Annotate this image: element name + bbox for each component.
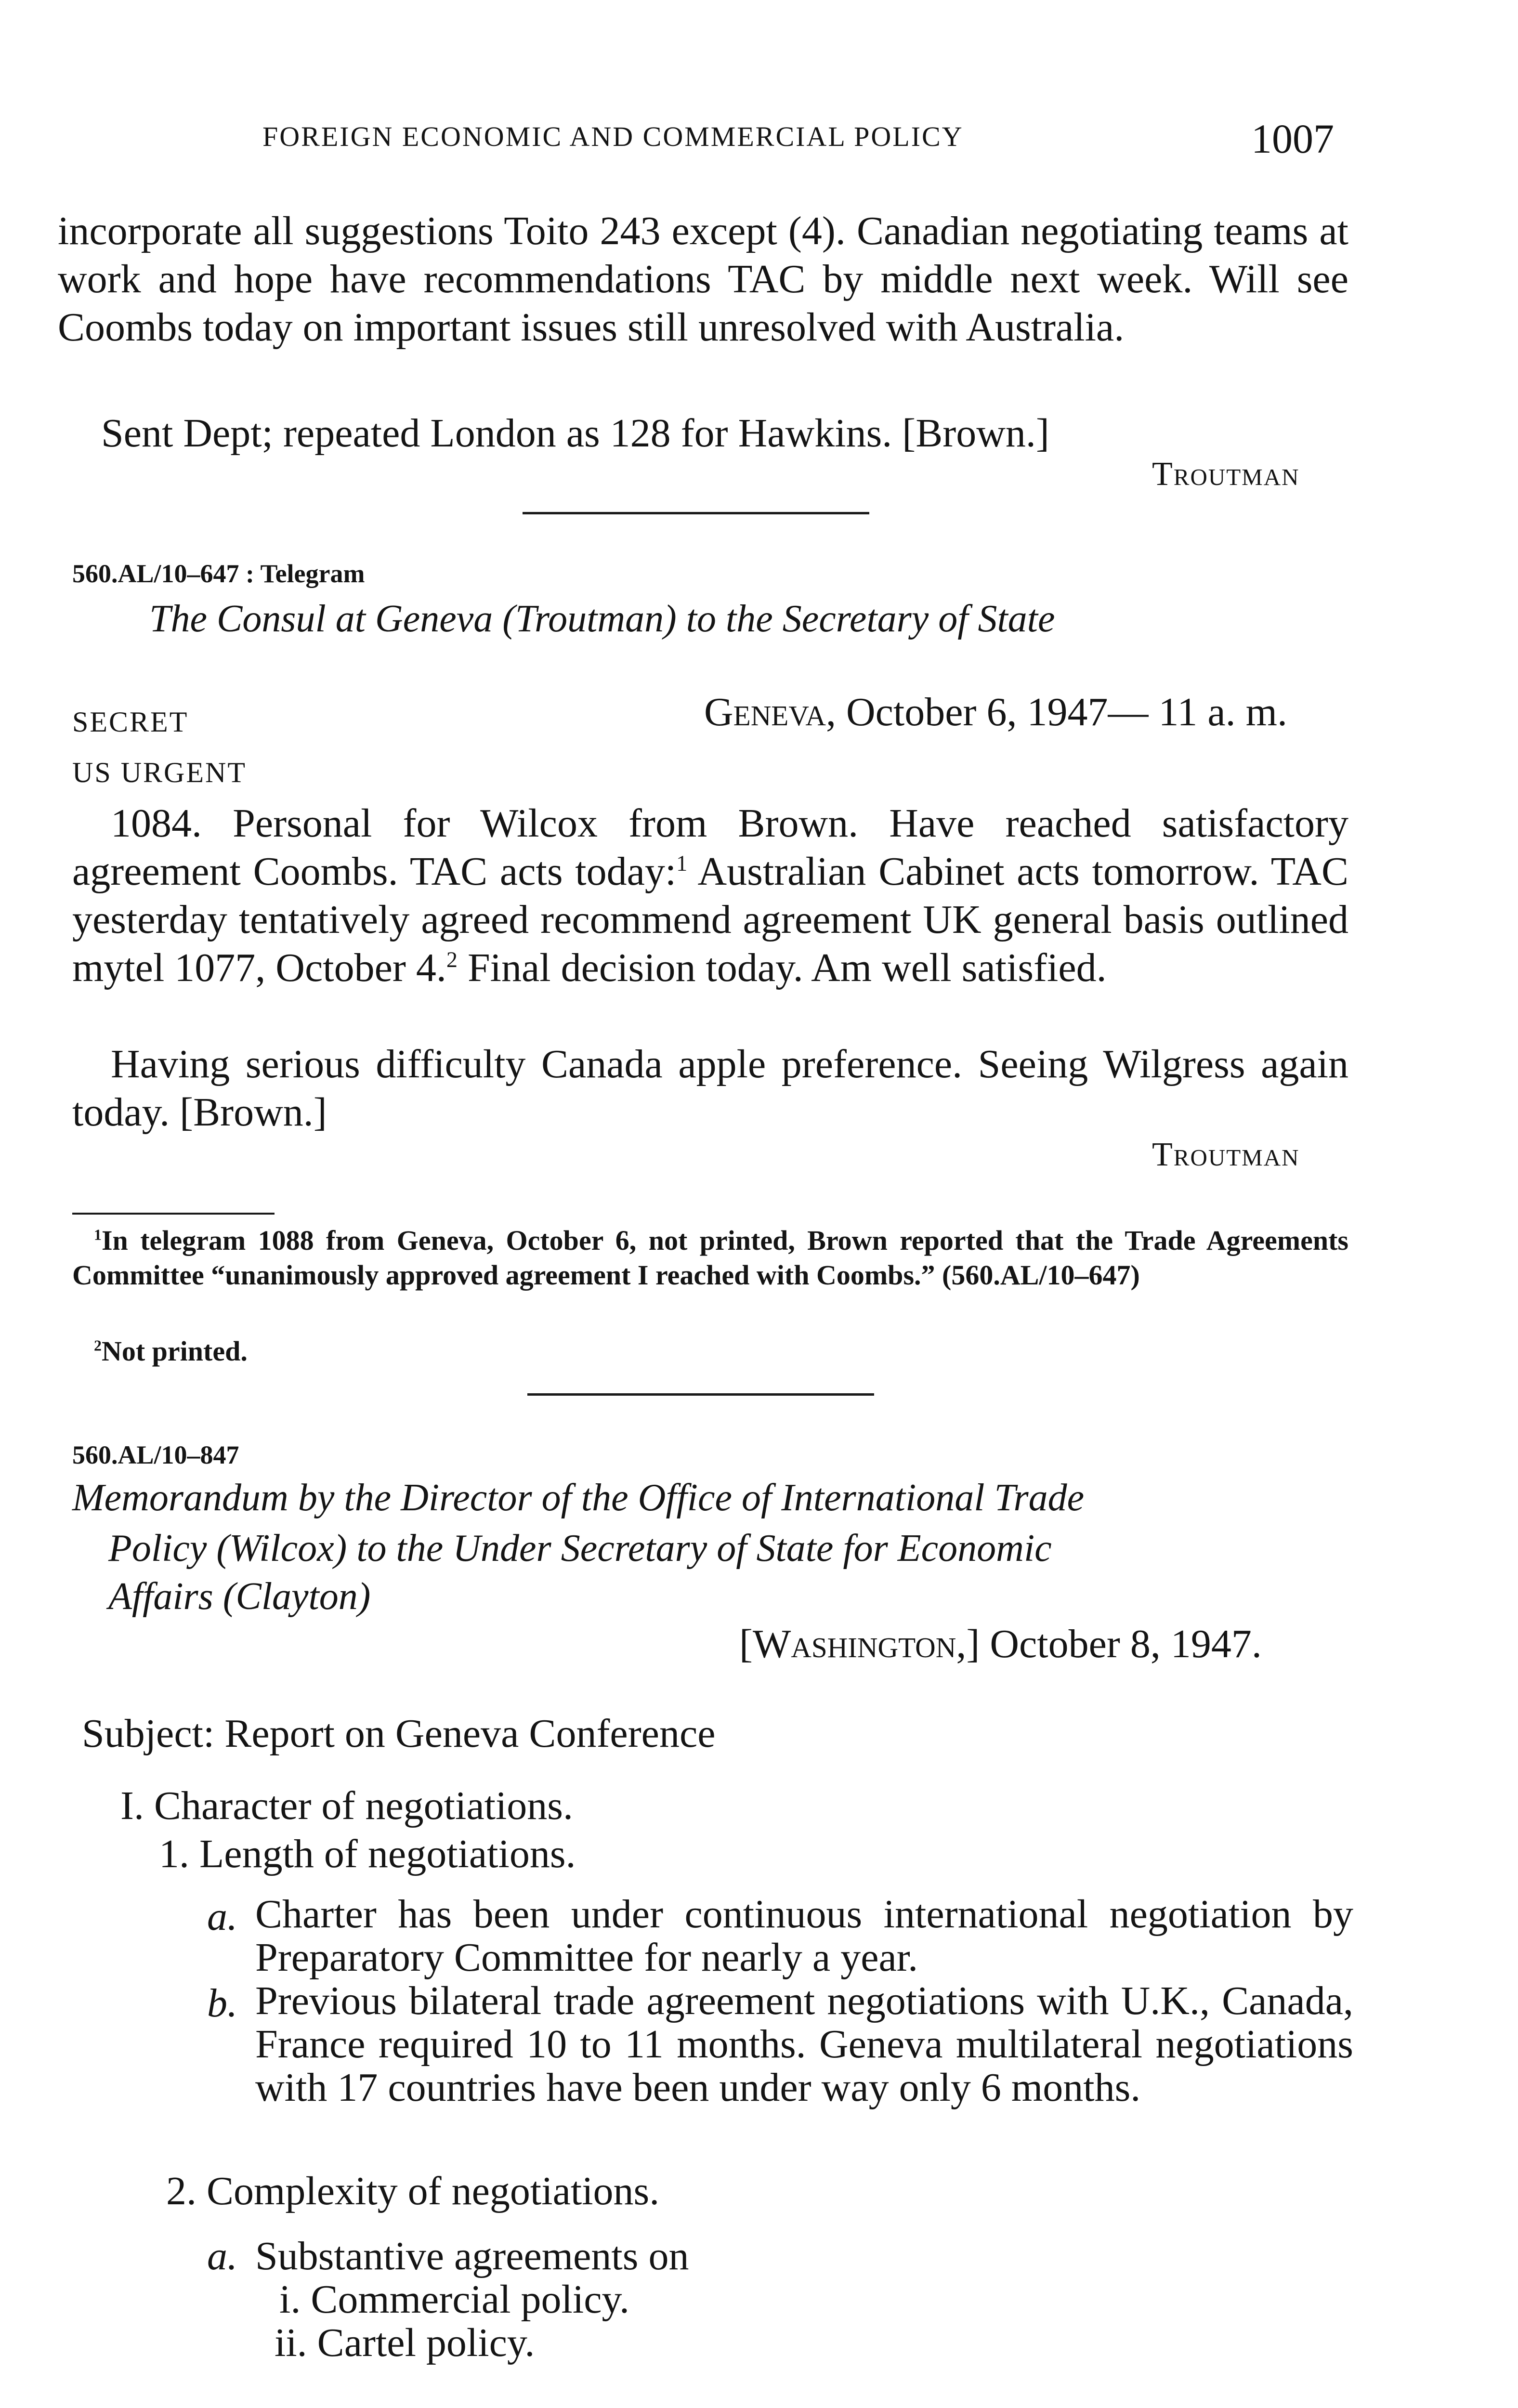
outline-item-1b-mark: b. [207, 1981, 237, 2026]
doc2-file-reference: 560.AL/10–847 [72, 1440, 239, 1469]
outline-item-1a: Charter has been under continuous international negotiation by Preparatory Committee for nearly a year. [255, 1892, 1353, 1980]
footnote-1-text: In telegram 1088 from Geneva, October 6, not printed, Brown reported that the Trade Agreements Committee “unanimously approved agreement I reached with Coombs.” (560.AL/10–647) [72, 1225, 1348, 1291]
outline-item-1b: Previous bilateral trade agreement negotiations with U.K., Canada, France required 10 to 11 months. Geneva multilateral negotiations with 17 countries have been under way only 6 months. [255, 1978, 1353, 2110]
outline-item-1: 1. Length of negotiations. [159, 1832, 576, 1876]
footnote-2 [94, 1334, 248, 1369]
outline-item-1a-mark: a. [207, 1894, 237, 1939]
footnote-2-text: Not printed. [101, 1335, 248, 1367]
outline-item-2a-mark: a. [207, 2234, 237, 2278]
outline-section-1: I. Character of negotiations. [120, 1783, 573, 1828]
doc1-para1-part-c: Final decision today. Am well satisfied. [457, 945, 1107, 990]
doc1-place: Geneva [704, 690, 826, 734]
footnote-ref-1: 1 [676, 851, 688, 876]
page-number: 1007 [1251, 116, 1334, 162]
doc2-heading-line-3: Affairs (Clayton) [108, 1575, 371, 1618]
doc2-dateline [739, 1621, 1262, 1667]
outline-item-2a-i: i. Commercial policy. [279, 2277, 630, 2322]
doc1-para1-part-b: Australian Cabinet acts tomorrow. TAC yesterday tentatively agreed recommend agreement UK general basis outlined mytel 1077, October 4. [72, 849, 1348, 990]
doc1-date: , October 6, 1947— 11 a. m. [825, 690, 1288, 734]
doc1-para1-part-a: 1084. Personal for Wilcox from Brown. Have reached satisfactory agreement Coombs. TAC acts today: [72, 801, 1348, 894]
doc1-priority: US URGENT [72, 757, 247, 788]
continuation-paragraph: incorporate all suggestions Toito 243 except (4). Canadian negotiating teams at work and hope have recommendations TAC by middle next week. Will see Coombs today on important issues still unresolved with Australia. [58, 209, 1348, 350]
footnote-ref-2: 2 [446, 947, 458, 972]
footnote-2-mark: 2 [94, 1337, 102, 1354]
doc2-heading-line-2: Policy (Wilcox) to the Under Secretary of State for Economic [108, 1527, 1052, 1570]
doc1-classification: SECRET [72, 706, 189, 738]
section-divider-1 [523, 512, 869, 514]
outline-item-2: 2. Complexity of negotiations. [166, 2169, 660, 2213]
section-divider-2 [527, 1393, 874, 1396]
doc2-place: [Washington,] [739, 1622, 980, 1666]
outline-item-2a: Substantive agreements on [255, 2234, 689, 2278]
doc1-signature: Troutman [1152, 1136, 1300, 1173]
outline-item-2a-ii: ii. Cartel policy. [275, 2320, 535, 2365]
footnote-1 [72, 1223, 1348, 1293]
continuation-sent-line: Sent Dept; repeated London as 128 for Hawkins. [Brown.] [101, 411, 1049, 456]
doc1-dateline [704, 689, 1287, 735]
running-header-title: FOREIGN ECONOMIC AND COMMERCIAL POLICY [262, 121, 964, 152]
doc1-paragraph-2: Having serious difficulty Canada apple preference. Seeing Wilgress again today. [Brown.] [72, 1042, 1348, 1135]
doc1-paragraph-1 [72, 799, 1348, 992]
footnote-1-mark: 1 [94, 1226, 102, 1243]
doc2-subject: Subject: Report on Geneva Conference [82, 1711, 716, 1756]
doc2-heading-line-1: Memorandum by the Director of the Office of International Trade [72, 1477, 1085, 1519]
doc1-heading: The Consul at Geneva (Troutman) to the Secretary of State [149, 598, 1055, 640]
footnote-rule [72, 1213, 275, 1215]
continuation-signature: Troutman [1152, 456, 1300, 493]
doc2-date: October 8, 1947. [980, 1622, 1262, 1666]
doc1-file-reference: 560.AL/10–647 : Telegram [72, 559, 365, 588]
